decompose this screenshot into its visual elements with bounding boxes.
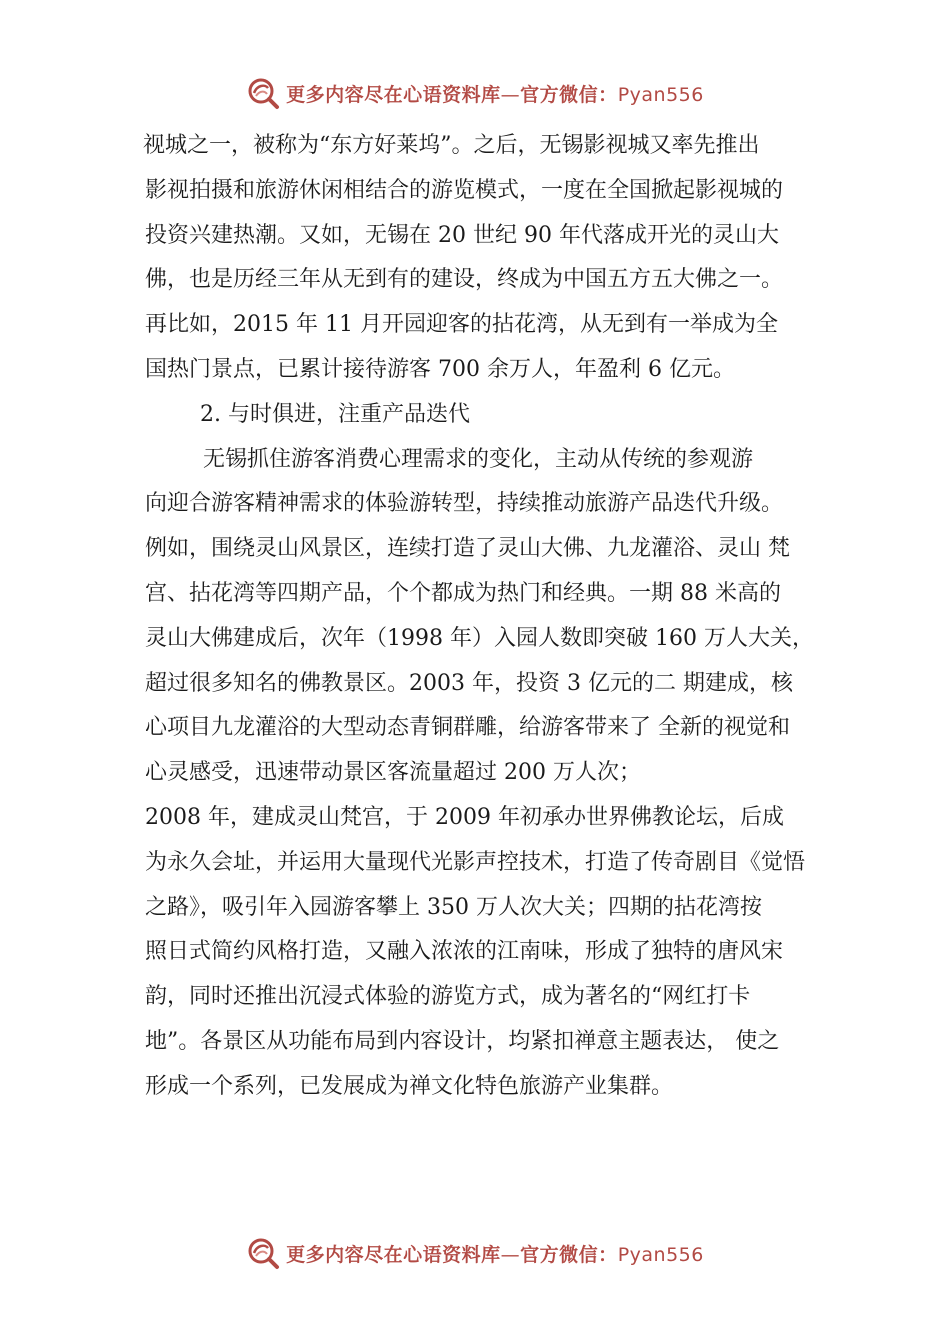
document-body xyxy=(145,124,845,1110)
text-line: 2008 年，建成灵山梵宫，于 2009 年初承办世界佛教论坛，后成 xyxy=(145,804,784,830)
text-line: 心项目九龙灌浴的大型动态青铜群雕，给游客带来了 全新的视觉和 xyxy=(145,715,790,741)
text-line: 韵，同时还推出沉浸式体验的游览方式，成为著名的“网红打卡 xyxy=(145,984,751,1010)
footer-wechat-label: 官方微信： xyxy=(520,1243,618,1266)
text-line: 地”。各景区从功能布局到内容设计，均紧扣禅意主题表达， 使之 xyxy=(145,1028,780,1054)
text-line: 形成一个系列，已发展成为禅文化特色旅游产业集群。 xyxy=(145,1073,674,1099)
text-line: 之路》，吸引年入园游客攀上 350 万人次大关；四期的拈花湾按 xyxy=(145,894,762,920)
text-line: 灵山大佛建成后，次年（1998 年）入园人数即突破 160 万人大关， xyxy=(145,625,814,651)
footer-wechat-id: Pyan556 xyxy=(617,1243,704,1266)
text-line: 视城之一，被称为“东方好莱坞”。之后，无锡影视城又率先推出 xyxy=(143,133,760,158)
header-banner xyxy=(0,73,950,113)
footer-text xyxy=(286,1240,704,1267)
text-line: 照日式简约风格打造，又融入浓浓的江南味，形成了独特的唐风宋 xyxy=(145,939,784,965)
text-line: 例如，围绕灵山风景区，连续打造了灵山大佛、九龙灌浴、灵山 梵 xyxy=(145,536,790,562)
text-line: 超过很多知名的佛教景区。2003 年，投资 3 亿元的二 期建成，核 xyxy=(145,670,793,696)
text-line: 为永久会址，并运用大量现代光影声控技术，打造了传奇剧目《觉悟 xyxy=(145,849,806,875)
paragraph-first-line: 无锡抓住游客消费心理需求的变化，主动从传统的参观游 xyxy=(203,446,754,472)
magnifier-logo-icon xyxy=(246,76,280,110)
footer-slogan: 更多内容尽在心语资料库 xyxy=(286,1243,501,1266)
header-wechat-label: 官方微信： xyxy=(520,83,618,106)
text-line: 再比如，2015 年 11 月开园迎客的拈花湾，从无到有一举成为全 xyxy=(145,312,778,338)
text-line: 心灵感受，迅速带动景区客流量超过 200 万人次； xyxy=(145,760,641,786)
magnifier-logo-icon xyxy=(246,1236,280,1270)
header-wechat-id: Pyan556 xyxy=(617,83,704,106)
footer-dash: — xyxy=(500,1243,521,1266)
header-dash: — xyxy=(500,83,521,106)
footer-banner xyxy=(0,1233,950,1273)
text-line: 佛，也是历经三年从无到有的建设，终成为中国五方五大佛之一。 xyxy=(145,267,784,293)
text-line: 国热门景点，已累计接待游客 700 余万人，年盈利 6 亿元。 xyxy=(145,356,735,382)
header-text xyxy=(286,80,704,107)
section-heading: 2. 与时俱进，注重产品迭代 xyxy=(200,401,470,427)
text-line: 投资兴建热潮。又如，无锡在 20 世纪 90 年代落成开光的灵山大 xyxy=(145,222,779,248)
text-line: 向迎合游客精神需求的体验游转型，持续推动旅游产品迭代升级。 xyxy=(145,491,784,517)
text-line: 影视拍摄和旅游休闲相结合的游览模式，一度在全国掀起影视城的 xyxy=(145,177,784,203)
header-slogan: 更多内容尽在心语资料库 xyxy=(286,83,501,106)
text-line: 宫、拈花湾等四期产品，个个都成为热门和经典。一期 88 米高的 xyxy=(145,580,781,606)
